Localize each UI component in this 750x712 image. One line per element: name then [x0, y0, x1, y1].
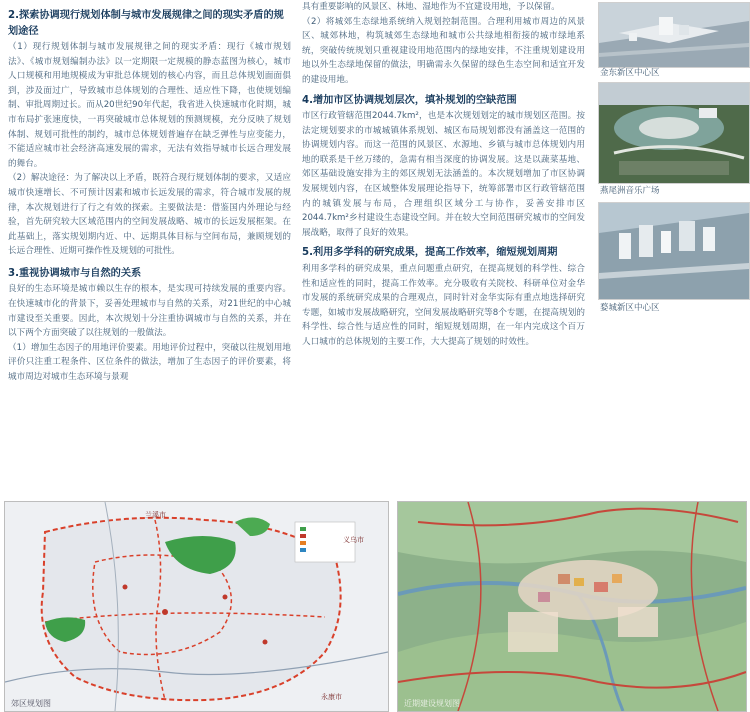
middle-text-column [302, 0, 585, 349]
photo-caption-2: 燕尾洲音乐广场 [600, 186, 660, 196]
label-yiwu: 义乌市 [343, 536, 364, 544]
paragraph-3-1-continued: 具有重要影响的风景区、林地、湿地作为不宜建设用地，予以保留。 [302, 2, 560, 12]
paragraph-3-2: （2）将城郊生态绿地系统纳入规划控制范围。合理利用城市周边的风景区、城郊林地，构筑城郊生态绿地和城市公共绿地相衔接的城市绿地系统，突破传统规划只重视建设用地范围内的绿地安排，不注重规划建设用地以外生态绿地保留的做法，明确需永久保留的绿色生态空间和适宜开发的建设用地。 [302, 16, 585, 85]
paragraph-3-1: （1）增加生态因子的用地评价要素。用地评价过程中，突破以往规划用地评价只注重工程条件、区位条件的做法，增加了生态因子的评价要素，将城市周边对城市生态环境与景观 [8, 342, 291, 382]
left-map-caption: 郊区规划图 [11, 699, 51, 708]
label-lanxi: 兰溪市 [145, 511, 166, 519]
paragraph-3-0: 良好的生态环境是城市赖以生存的根本，是实现可持续发展的重要内容。在快速城市化的背景下，妥善处理城市与自然的关系，对21世纪的中心城市建设至关重要。因此，本次规划十分注重协调城市与自然的关系，并在以下两个方面突破了以往规划的一般做法。 [8, 284, 291, 339]
section-heading-5: 5.利用多学科的研究成果，提高工作效率，缩短规划周期 [302, 247, 558, 259]
section-heading-3: 3.重视协调城市与自然的关系 [8, 267, 142, 279]
paragraph-2-2: （2）解决途径：为了解决以上矛盾，既符合现行规划体制的要求，又适应城市快速增长、不可预计因素和城市长远发展的需求，符合城市发展的规律，本次规划进行了行之有效的探索。主要做法是：借鉴国内外理论与经验，首先研究较大区域范围内的空间发展战略、城市的长远发展框架。在此基础上，落实规划期内近、中、远期具体目标与空间布局，兼顾规划的长远合理性、近期可操作性及规划的可批性。 [8, 173, 291, 257]
photo-jindong-center [598, 2, 750, 68]
right-map-caption: 近期建设规划图 [404, 699, 460, 708]
photo-music-square [598, 82, 750, 184]
left-text-column [8, 0, 291, 385]
paragraph-4: 市区行政管辖范围2044.7km²，也是本次规划划定的城市规划区范围。按法定规划要求的市城城镇体系规划、城区布局规划都没有涵盖这一范围的协调规划内容。而这一范围的风景区、水源地、乡镇与城市总体规划内用地的联系是千丝万缕的，急需有相当深度的协调发展。这是以蔬菜基地、郊区基础设施安排为主的郊区规划无法涵盖的。本次规划增加了市区协调发展规划内容，在区域整体发展理论指导下，统筹部署市区行政管辖范围内的城镇发展与布局，合理组织区域分工与协作，妥善安排市区2044.7km²乡村建设生态建设空间。并在较大空间范围研究城市的空间发展战略，取得了良好的效果。 [302, 111, 585, 238]
section-heading-2: 2.探索协调现行规划体制与城市发展规律之间的现实矛盾的规划途径 [8, 10, 284, 37]
near-term-construction-map [397, 501, 747, 712]
photo-caption-3: 婺城新区中心区 [600, 303, 660, 313]
label-yongkang: 永康市 [321, 693, 342, 701]
suburb-planning-map [4, 501, 389, 712]
paragraph-5: 利用多学科的研究成果，重点问题重点研究，在提高规划的科学性、综合性和适应性的同时，提高工作效率。充分吸收有关院校、科研单位对金华市发展的系统研究成果的合理观点，同时针对金华实际有重点地选择研究专题，如城市发展战略研究，空间发展战略研究等8个专题，在提高规划的科学性、综合性与适应性的同时，缩短规划周期，在一年内完成这个百万人口城市的总体规划的主要工作，大大提高了规划的时效性。 [302, 263, 585, 347]
photo-wucheng-center [598, 202, 750, 300]
photo-caption-1: 金东新区中心区 [600, 68, 660, 78]
section-heading-4: 4.增加市区协调规划层次，填补规划的空缺范围 [302, 94, 517, 106]
paragraph-2-1: （1）现行规划体制与城市发展规律之间的现实矛盾：现行《城市规划法》、《城市规划编制办法》以一定期限一定规模的静态蓝图为核心，城市人口规模和用地规模成为审批总体规划的核心内容，而且总体规划面面俱到，涉及面过广，导致城市总体规划的合理性、适应性下降，也使规划编制、审批周期过长。而从20世纪90年代起，我省进入快速城市化时期，城市布局扩张速度快，一再突破城市总体规划的预测规模，充分反映了规划体制、规划可批性的制约，城市总体规划普遍存在缺乏弹性与应变能力，不能适应城市社会经济高速发展的需求，无法有效指导城市长远合理发展的舞台。 [8, 42, 291, 169]
